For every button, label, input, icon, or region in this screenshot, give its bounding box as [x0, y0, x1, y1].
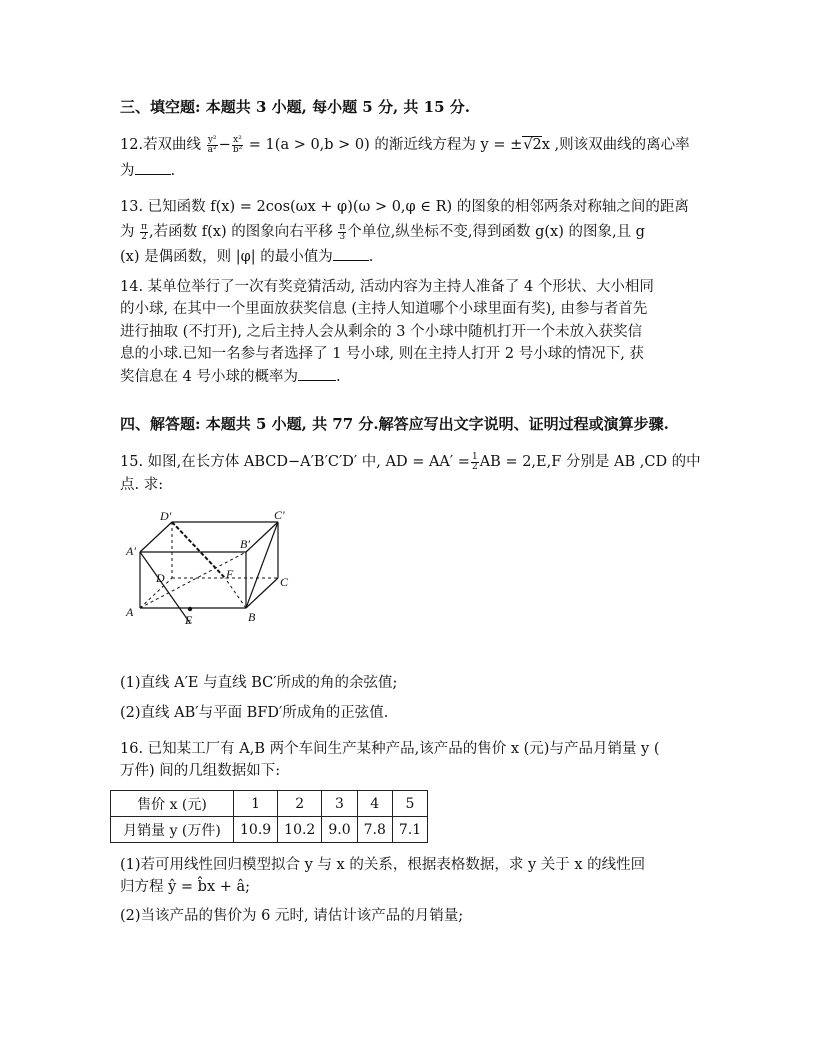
question-16-line-1: 16. 已知某工厂有 A,B 两个车间生产某种产品,该产品的售价 x (元)与产品月销量 y ( [120, 741, 660, 757]
price-sales-table [110, 790, 428, 843]
label-E: E [185, 613, 193, 627]
frac-den: b² [232, 144, 243, 155]
segment-BF [225, 578, 246, 608]
q15-line1-pre: 15. 如图,在长方体 ABCD−A′B′C′D′ 中, AD = AA′ = [120, 454, 470, 470]
question-15-line-1 [120, 451, 701, 473]
question-14-line-2: 的小球, 在其中一个里面放获奖信息 (主持人知道哪个小球里面有奖), 由参与者首先 [120, 301, 648, 317]
q12-pre: 若双曲线 [143, 137, 202, 153]
q13-line3-pre: (x) 是偶函数，则 |φ| 的最小值为 [120, 249, 333, 265]
q14-line5-pre: 奖信息在 4 号小球的概率为 [120, 369, 298, 385]
label-C: C [280, 575, 289, 589]
question-15-part-2: (2)直线 AB′与平面 BFD′所成角的正弦值. [120, 705, 389, 721]
q14-line5-post: . [335, 369, 341, 385]
label-Bp: B′ [240, 537, 250, 551]
table-cell: 5 [392, 791, 427, 817]
frac-num: x² [233, 134, 242, 145]
section-4-heading: 四、解答题: 本题共 5 小题, 共 77 分.解答应写出文字说明、证明过程或演算步骤. [120, 415, 669, 433]
q13-line2-pre: 为 [120, 224, 135, 240]
question-16-line-2: 万件) 间的几组数据如下: [120, 763, 281, 779]
frac-num: π [339, 221, 346, 232]
q13-line3-post: . [368, 249, 374, 265]
question-15-part-1: (1)直线 A′E 与直线 BC′所成的角的余弦值; [120, 675, 398, 691]
question-16-part-1-line-2: 归方程 ŷ = b̂x + â; [120, 879, 251, 895]
edge-BC [246, 578, 278, 608]
table-cell: 10.9 [234, 817, 278, 843]
point-E [188, 607, 192, 611]
q15-line1-post: AB = 2,E,F 分别是 AB ,CD 的中 [479, 454, 701, 470]
label-Dp: D′ [160, 509, 172, 523]
table-cell: 9.0 [322, 817, 357, 843]
cuboid-diagram [122, 508, 302, 633]
question-14-line-1: 14. 某单位举行了一次有奖竞猜活动, 活动内容为主持人准备了 4 个形状、大小相同 [120, 279, 654, 295]
sqrt-2: √2 [523, 137, 542, 153]
q12-line2-pre: 为 [120, 163, 135, 179]
frac-den: 3 [339, 231, 346, 242]
question-12-line-2 [120, 160, 175, 182]
fraction-pi-3 [338, 223, 346, 242]
frac-den: 2 [471, 461, 478, 472]
fraction-1-2 [471, 453, 479, 472]
segment-BCp [246, 522, 278, 608]
table-row [111, 817, 428, 843]
segment-ApE [140, 552, 190, 623]
frac-num: π [141, 221, 148, 232]
table-cell: 3 [322, 791, 357, 817]
answer-blank[interactable] [333, 246, 369, 261]
q12-line2-post: . [170, 163, 176, 179]
label-Ap: A′ [126, 544, 136, 558]
question-15-line-2: 点. 求: [120, 477, 164, 493]
label-Cp: C′ [274, 508, 285, 522]
label-B: B [248, 610, 256, 624]
fraction-x2-b2 [232, 136, 243, 155]
question-12-line-1: 12.若双曲线 $\frac{\text{y²}}{\text{a²}}$ − $\frac{\text{x²}}{\text{b²}}$ = 1(a > 0,b > 0) 的渐近线方程为 y = ±√2x ,则该双曲线的离心率 [120, 134, 690, 155]
label-D: D [156, 571, 165, 585]
question-14-line-5 [120, 366, 341, 388]
frac-num: y² [207, 134, 217, 145]
frac-num: 1 [471, 451, 478, 462]
question-16-part-2: (2)当该产品的售价为 6 元时, 请估计该产品的月销量; [120, 908, 464, 924]
q12-post: x ,则该双曲线的离心率 [541, 137, 690, 153]
question-13-line-3 [120, 246, 373, 268]
fraction-y2-a2 [207, 136, 218, 155]
table-cell: 7.1 [392, 817, 427, 843]
table-cell: 4 [357, 791, 392, 817]
table-cell: 1 [234, 791, 278, 817]
row-header-price: 售价 x (元) [111, 791, 234, 817]
section-3-heading: 三、填空题: 本题共 3 小题, 每小题 5 分, 共 15 分. [120, 98, 470, 116]
edge-ApDp [140, 522, 172, 552]
segment-DpF [172, 522, 225, 578]
q13-line2-post: 个单位,纵坐标不变,得到函数 g(x) 的图象,且 g [347, 224, 645, 240]
q12-number: 12. [120, 137, 144, 153]
question-13-line-2 [120, 221, 645, 243]
table-cell: 7.8 [357, 817, 392, 843]
frac-den: 2 [141, 231, 147, 242]
question-14-line-4: 息的小球.已知一名参与者选择了 1 号小球, 则在主持人打开 2 号小球的情况下, 获 [120, 346, 644, 362]
edge-BpCp [246, 522, 278, 552]
sqrt-value: 2 [532, 137, 542, 153]
table-cell: 10.2 [278, 817, 322, 843]
table-cell: 2 [278, 791, 322, 817]
answer-blank[interactable] [135, 160, 171, 175]
label-F: F [226, 567, 234, 581]
q12-eq-tail: = 1(a > 0,b > 0) 的渐近线方程为 y = ± [244, 137, 523, 153]
question-13-line-1: 13. 已知函数 f(x) = 2cos(ωx + φ)(ω > 0,φ ∈ R) 的图象的相邻两条对称轴之间的距离 [120, 199, 689, 215]
table-row [111, 791, 428, 817]
row-header-sales: 月销量 y (万件) [111, 817, 234, 843]
question-16-part-1-line-1: (1)若可用线性回归模型拟合 y 与 x 的关系，根据表格数据，求 y 关于 x 的线性回 [120, 857, 646, 873]
answer-blank[interactable] [298, 366, 336, 381]
question-14-line-3: 进行抽取 (不打开), 之后主持人会从剩余的 3 个小球中随机打开一个未放入获奖信 [120, 324, 643, 340]
fraction-pi-2 [140, 223, 148, 242]
label-A: A [126, 605, 134, 619]
frac-den: a² [207, 144, 217, 155]
q13-line2-mid: ,若函数 f(x) 的图象向右平移 [149, 224, 333, 240]
